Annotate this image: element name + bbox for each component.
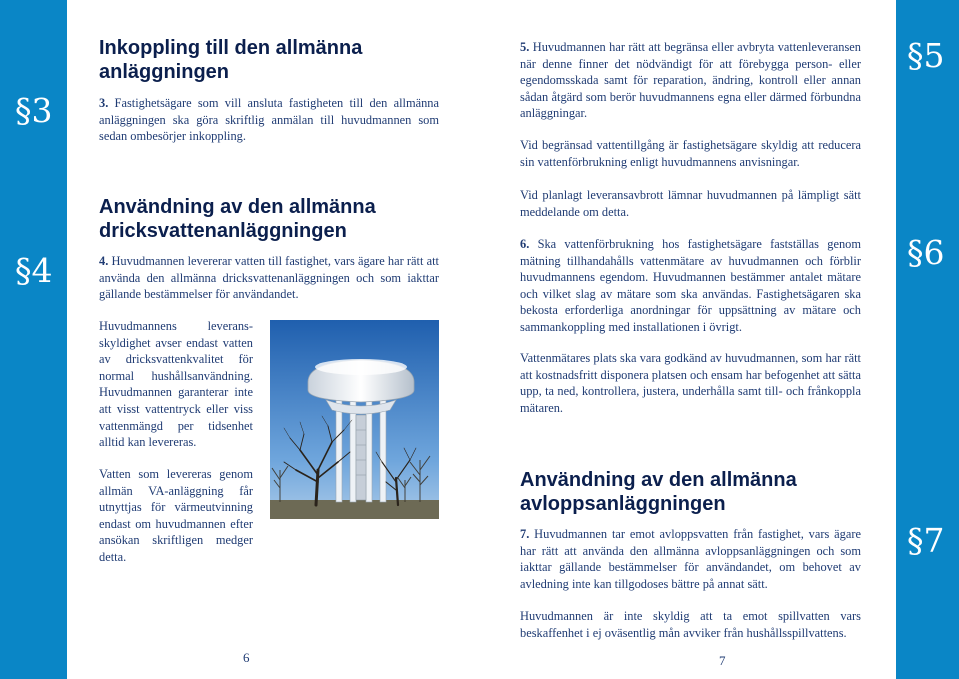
- section-4-note-heat: Vatten som levereras genom allmän VA-anläggning får utnyttjas för värmeutvinning endast om huvudmannen efter ansökan skriftligen medger detta.: [99, 467, 253, 564]
- section-4-number: 4.: [99, 254, 109, 268]
- section-6-text: 6. Ska vattenförbrukning hos fastighetsägare fastställas genom mätning tillhandahålls vattenmätare av huvudmannen och förblir huvudmannens egendom. Huvudmannen bestämmer antalet mätare och vilket slag av mätare som ska användas. Fastighetsägaren ska bekosta erforderliga anordningar för uppsättning av mätare och sammankoppling med installationen i övrigt.: [520, 237, 861, 334]
- section-4-text: 4. Huvudmannen levererar vatten till fastighet, vars ägare har rätt att använda den allmänna dricksvattenanläggningen och som iakttar gällande bestämmelser för användandet.: [99, 254, 439, 302]
- section-5-text: 5. Huvudmannen har rätt att begränsa eller avbryta vattenleveransen när denne finner det nödvändigt för att förebygga person- eller egendomsskada samt för reparation, ändring, kontroll eller annan sådan åtgärd som berör huvudmannens egna eller därmed förbundna anläggningar.: [520, 40, 861, 121]
- heading-section-7: Användning av den allmänna avloppsanläggningen: [520, 469, 797, 515]
- section-mark-7: §7: [907, 521, 945, 560]
- right-margin-band: [896, 0, 959, 679]
- section-7-number: 7.: [520, 527, 530, 541]
- section-5-number: 5.: [520, 40, 530, 54]
- section-5-text-limited: Vid begränsad vattentillgång är fastighetsägare skyldig att reducera sin vattenförbrukning enligt huvudmannens anvisningar.: [520, 138, 861, 169]
- section-6-text-meter-location: Vattenmätares plats ska vara godkänd av huvudmannen, som har rätt att kostnadsfritt disponera platsen och ensam har befogenhet att sätta upp, ta ned, kontrollera, justera, underhålla samt till- och frånkoppla mätaren.: [520, 351, 861, 415]
- section-7-text-spillwater: Huvudmannen är inte skyldig att ta emot spillvatten vars beskaffenhet i ej oväsentlig mån avviker från hushållsspillvattens.: [520, 609, 861, 640]
- section-mark-6: §6: [907, 233, 945, 272]
- heading-section-4: Användning av den allmänna dricksvattenanläggningen: [99, 196, 376, 242]
- heading-section-3: Inkoppling till den allmänna anläggningen: [99, 37, 363, 83]
- section-mark-4: §4: [15, 251, 53, 290]
- section-6-number: 6.: [520, 237, 530, 251]
- section-mark-3: §3: [15, 91, 53, 130]
- page-number-left: 6: [243, 650, 250, 665]
- section-5-text-planned: Vid planlagt leveransavbrott lämnar huvudmannen på lämpligt sätt meddelande om detta.: [520, 188, 861, 219]
- section-4-note-delivery: Huvudmannens leveransskyldighet avser endast vatten av dricksvattenkvalitet för normal hushållsanvändning. Huvudmannen garanterar inte att visst vattentryck eller viss vattenmängd per tidsenhet alltid kan levereras.: [99, 319, 253, 450]
- water-tower-photo: [270, 320, 439, 519]
- page-number-right: 7: [719, 653, 726, 668]
- section-7-text: 7. Huvudmannen tar emot avloppsvatten från fastighet, vars ägare har rätt att använda den allmänna avloppsanläggningen och som iakttar gällande bestämmelser för användandet, om behovet av avledning inte kan tillgodoses bättre på annat sätt.: [520, 527, 861, 591]
- section-3-number: 3.: [99, 96, 109, 110]
- section-3-text: 3. Fastighetsägare som vill ansluta fastigheten till den allmänna anläggningen ska göra skriftlig anmälan till huvudmannen som sedan ombesörjer inkoppling.: [99, 96, 439, 144]
- section-mark-5: §5: [907, 36, 945, 75]
